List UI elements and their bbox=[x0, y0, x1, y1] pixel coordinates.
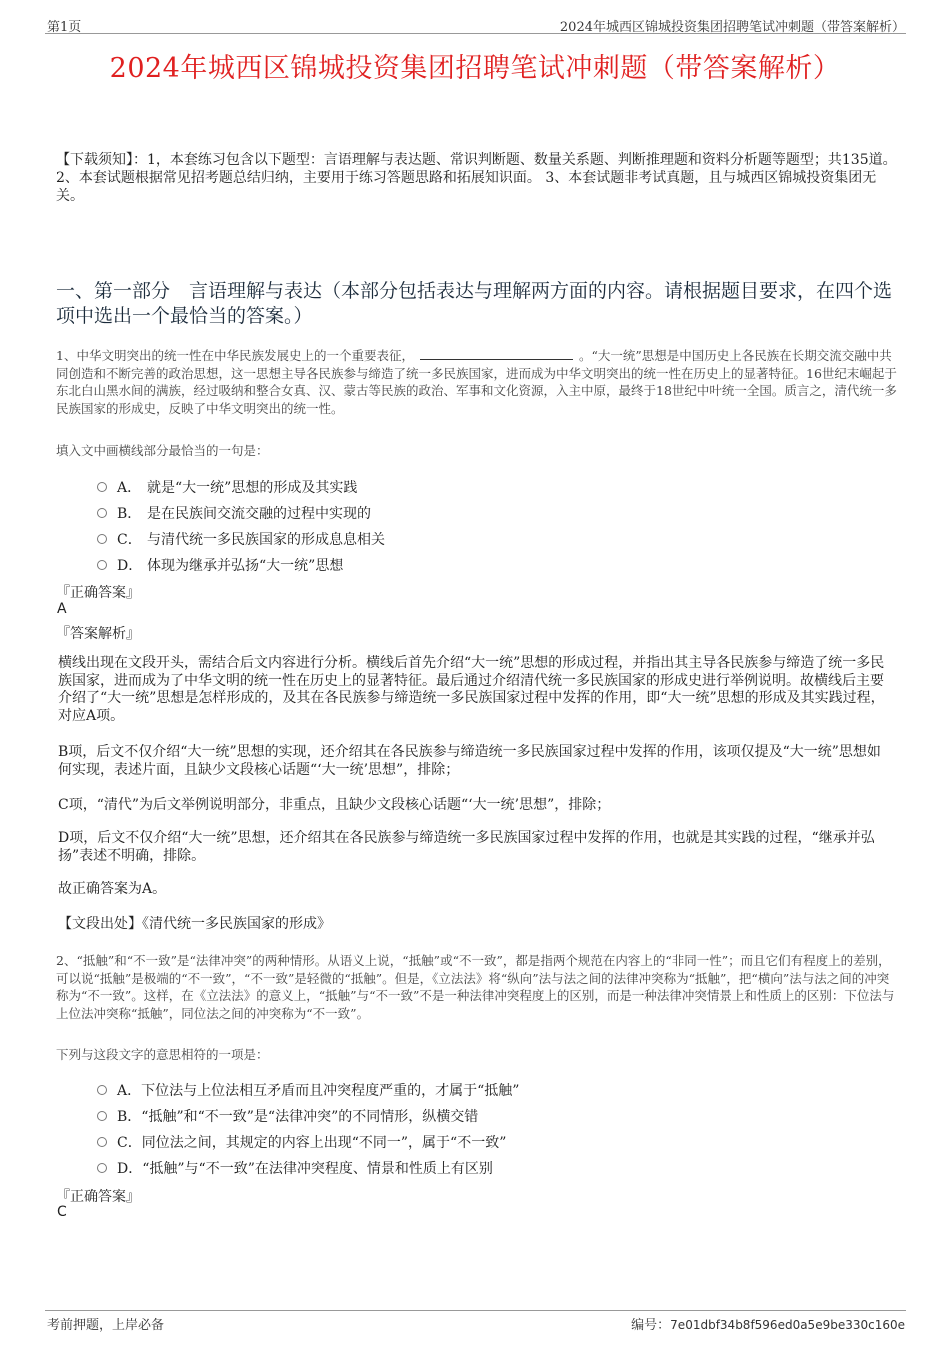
q1-analysis-paragraph: C项，“清代”为后文举例说明部分，非重点，且缺少文段核心话题“‘大一统’思想”，排除； bbox=[58, 797, 611, 813]
radio-icon[interactable] bbox=[97, 482, 107, 492]
page-number: 第1页 bbox=[47, 20, 82, 35]
option-letter: B． bbox=[117, 506, 142, 522]
q2-option-c[interactable] bbox=[97, 1132, 506, 1154]
q2-option-b[interactable] bbox=[97, 1106, 478, 1128]
q1-option-d[interactable] bbox=[97, 555, 343, 577]
q1-analysis-label: 『答案解析』 bbox=[56, 626, 140, 642]
running-header-title: 2024年城西区锦城投资集团招聘笔试冲刺题（带答案解析） bbox=[559, 20, 905, 35]
radio-icon[interactable] bbox=[97, 1085, 107, 1095]
q2-answer: C bbox=[57, 1204, 67, 1220]
option-text: 下位法与上位法相互矛盾而且冲突程度严重的，才属于“抵触” bbox=[141, 1083, 520, 1099]
option-text: 同位法之间，其规定的内容上出现“不同一”，属于“不一致” bbox=[141, 1135, 507, 1151]
question-1-text-part2: 。“大一统”思想是中国历史上各民族在长期交流交融中共同创造和不断完善的政治思想，这一思想主导各民族参与缔造了统一多民族国家，进而成为中华文明突出的统一性在历史上的显著特征。16世纪末崛起于东北白山黑水间的满族，经过吸纳和整合女真、汉、蒙古等民族的政治、军事和文化资源，入主中原，最终于18世纪中叶统一全国。质言之，清代统一多民族国家的形成史，反映了中华文明突出的统一性。 bbox=[56, 348, 897, 416]
question-1-prompt: 填入文中画横线部分最恰当的一句是： bbox=[56, 443, 269, 458]
q2-answer-label: 『正确答案』 bbox=[56, 1189, 140, 1205]
header-rule bbox=[45, 33, 906, 34]
radio-icon[interactable] bbox=[97, 1111, 107, 1121]
question-2-prompt: 下列与这段文字的意思相符的一项是： bbox=[56, 1047, 269, 1062]
option-text: 体现为继承并弘扬“大一统”思想 bbox=[147, 558, 344, 574]
q2-option-a[interactable] bbox=[97, 1080, 519, 1102]
radio-icon[interactable] bbox=[97, 534, 107, 544]
option-text: “抵触”和“不一致”是“法律冲突”的不同情形，纵横交错 bbox=[141, 1109, 479, 1125]
question-1-text bbox=[56, 347, 901, 417]
footer-slogan: 考前押题，上岸必备 bbox=[47, 1318, 165, 1333]
option-text: 与清代统一多民族国家的形成息息相关 bbox=[147, 532, 385, 548]
radio-icon[interactable] bbox=[97, 1137, 107, 1147]
option-text: 就是“大一统”思想的形成及其实践 bbox=[147, 480, 358, 496]
q1-option-c[interactable] bbox=[97, 529, 385, 551]
q1-option-b[interactable] bbox=[97, 503, 371, 525]
option-letter: D． bbox=[117, 558, 143, 574]
option-text: 是在民族间交流交融的过程中实现的 bbox=[147, 506, 371, 522]
q2-option-d[interactable] bbox=[97, 1158, 493, 1180]
code-label: 编号： bbox=[631, 1318, 671, 1333]
radio-icon[interactable] bbox=[97, 1163, 107, 1173]
download-notice: 【下载须知】：1，本套练习包含以下题型：言语理解与表达题、常识判断题、数量关系题、判断推理题和资料分析题等题型；共135道。 2、本套试题根据常见招考题总结归纳，主要用于练习答题思路和拓展知识面。 3、本套试题非考试真题，且与城西区锦城投资集团无关。 bbox=[56, 152, 897, 204]
option-letter: A． bbox=[117, 1083, 142, 1099]
option-letter: D． bbox=[117, 1161, 143, 1177]
question-1-text-part1: 1、中华文明突出的统一性在中华民族发展史上的一个重要表征， bbox=[56, 348, 414, 363]
q1-option-a[interactable] bbox=[97, 477, 357, 499]
radio-icon[interactable] bbox=[97, 508, 107, 518]
question-2-text: 2、“抵触”和“不一致”是“法律冲突”的两种情形。从语义上说，“抵触”或“不一致”，都是指两个规范在内容上的“非同一性”；而且它们有程度上的差别，可以说“抵触”是极端的“不一致”，“不一致”是轻微的“抵触”。但是，《立法法》将“纵向”法与法之间的法律冲突称为“抵触”，把“横向”法与法之间的冲突称为“不一致”。这样，在《立法法》的意义上，“抵触”与“不一致”不是一种法律冲突程度上的区别，而是一种法律冲突情景上和性质上的区别：下位法与上位法冲突称“抵触”，同位法之间的冲突称为“不一致”。 bbox=[56, 953, 895, 1021]
option-letter: B． bbox=[117, 1109, 142, 1125]
option-text: “抵触”与“不一致”在法律冲突程度、情景和性质上有区别 bbox=[142, 1161, 493, 1177]
document-title: 2024年城西区锦城投资集团招聘笔试冲刺题（带答案解析） bbox=[109, 53, 841, 84]
q1-analysis-paragraph: B项，后文不仅介绍“大一统”思想的实现，还介绍其在各民族参与缔造统一多民族国家过程中发挥的作用，该项仅提及“大一统”思想如何实现，表述片面，且缺少文段核心话题“‘大一统’思想”，排除； bbox=[58, 744, 881, 778]
option-letter: C． bbox=[117, 1135, 142, 1151]
option-letter: A． bbox=[117, 480, 142, 496]
q1-answer: A bbox=[57, 601, 67, 617]
footer-rule bbox=[45, 1310, 906, 1311]
document-code bbox=[631, 1314, 905, 1333]
q1-analysis-paragraph: D项，后文不仅介绍“大一统”思想，还介绍其在各民族参与缔造统一多民族国家过程中发挥的作用，也就是其实践的过程，“继承并弘扬”表述不明确，排除。 bbox=[58, 830, 875, 864]
q1-answer-label: 『正确答案』 bbox=[56, 585, 140, 601]
code-value: 7e01dbf34b8f596ed0a5e9be330c160e bbox=[670, 1318, 905, 1332]
q1-source: 【文段出处】《清代统一多民族国家的形成》 bbox=[58, 916, 331, 932]
option-letter: C． bbox=[117, 532, 142, 548]
radio-icon[interactable] bbox=[97, 560, 107, 570]
section-heading: 一、第一部分 言语理解与表达（本部分包括表达与理解两方面的内容。请根据题目要求，在四个选项中选出一个最恰当的答案。） bbox=[56, 280, 893, 327]
q1-analysis-paragraph: 故正确答案为A。 bbox=[58, 881, 167, 897]
answer-blank bbox=[420, 347, 573, 360]
q1-analysis-paragraph: 横线出现在文段开头，需结合后文内容进行分析。横线后首先介绍“大一统”思想的形成过程，并指出其主导各民族参与缔造了统一多民族国家，进而成为了中华文明的统一性在历史上的显著特征。最后通过介绍清代统一多民族国家的形成史进行举例说明。故横线后主要介绍了“大一统”思想是怎样形成的，及其在各民族参与缔造统一多民族国家过程中发挥的作用，即“大一统”思想的形成及其实践过程，对应A项。 bbox=[58, 655, 885, 724]
